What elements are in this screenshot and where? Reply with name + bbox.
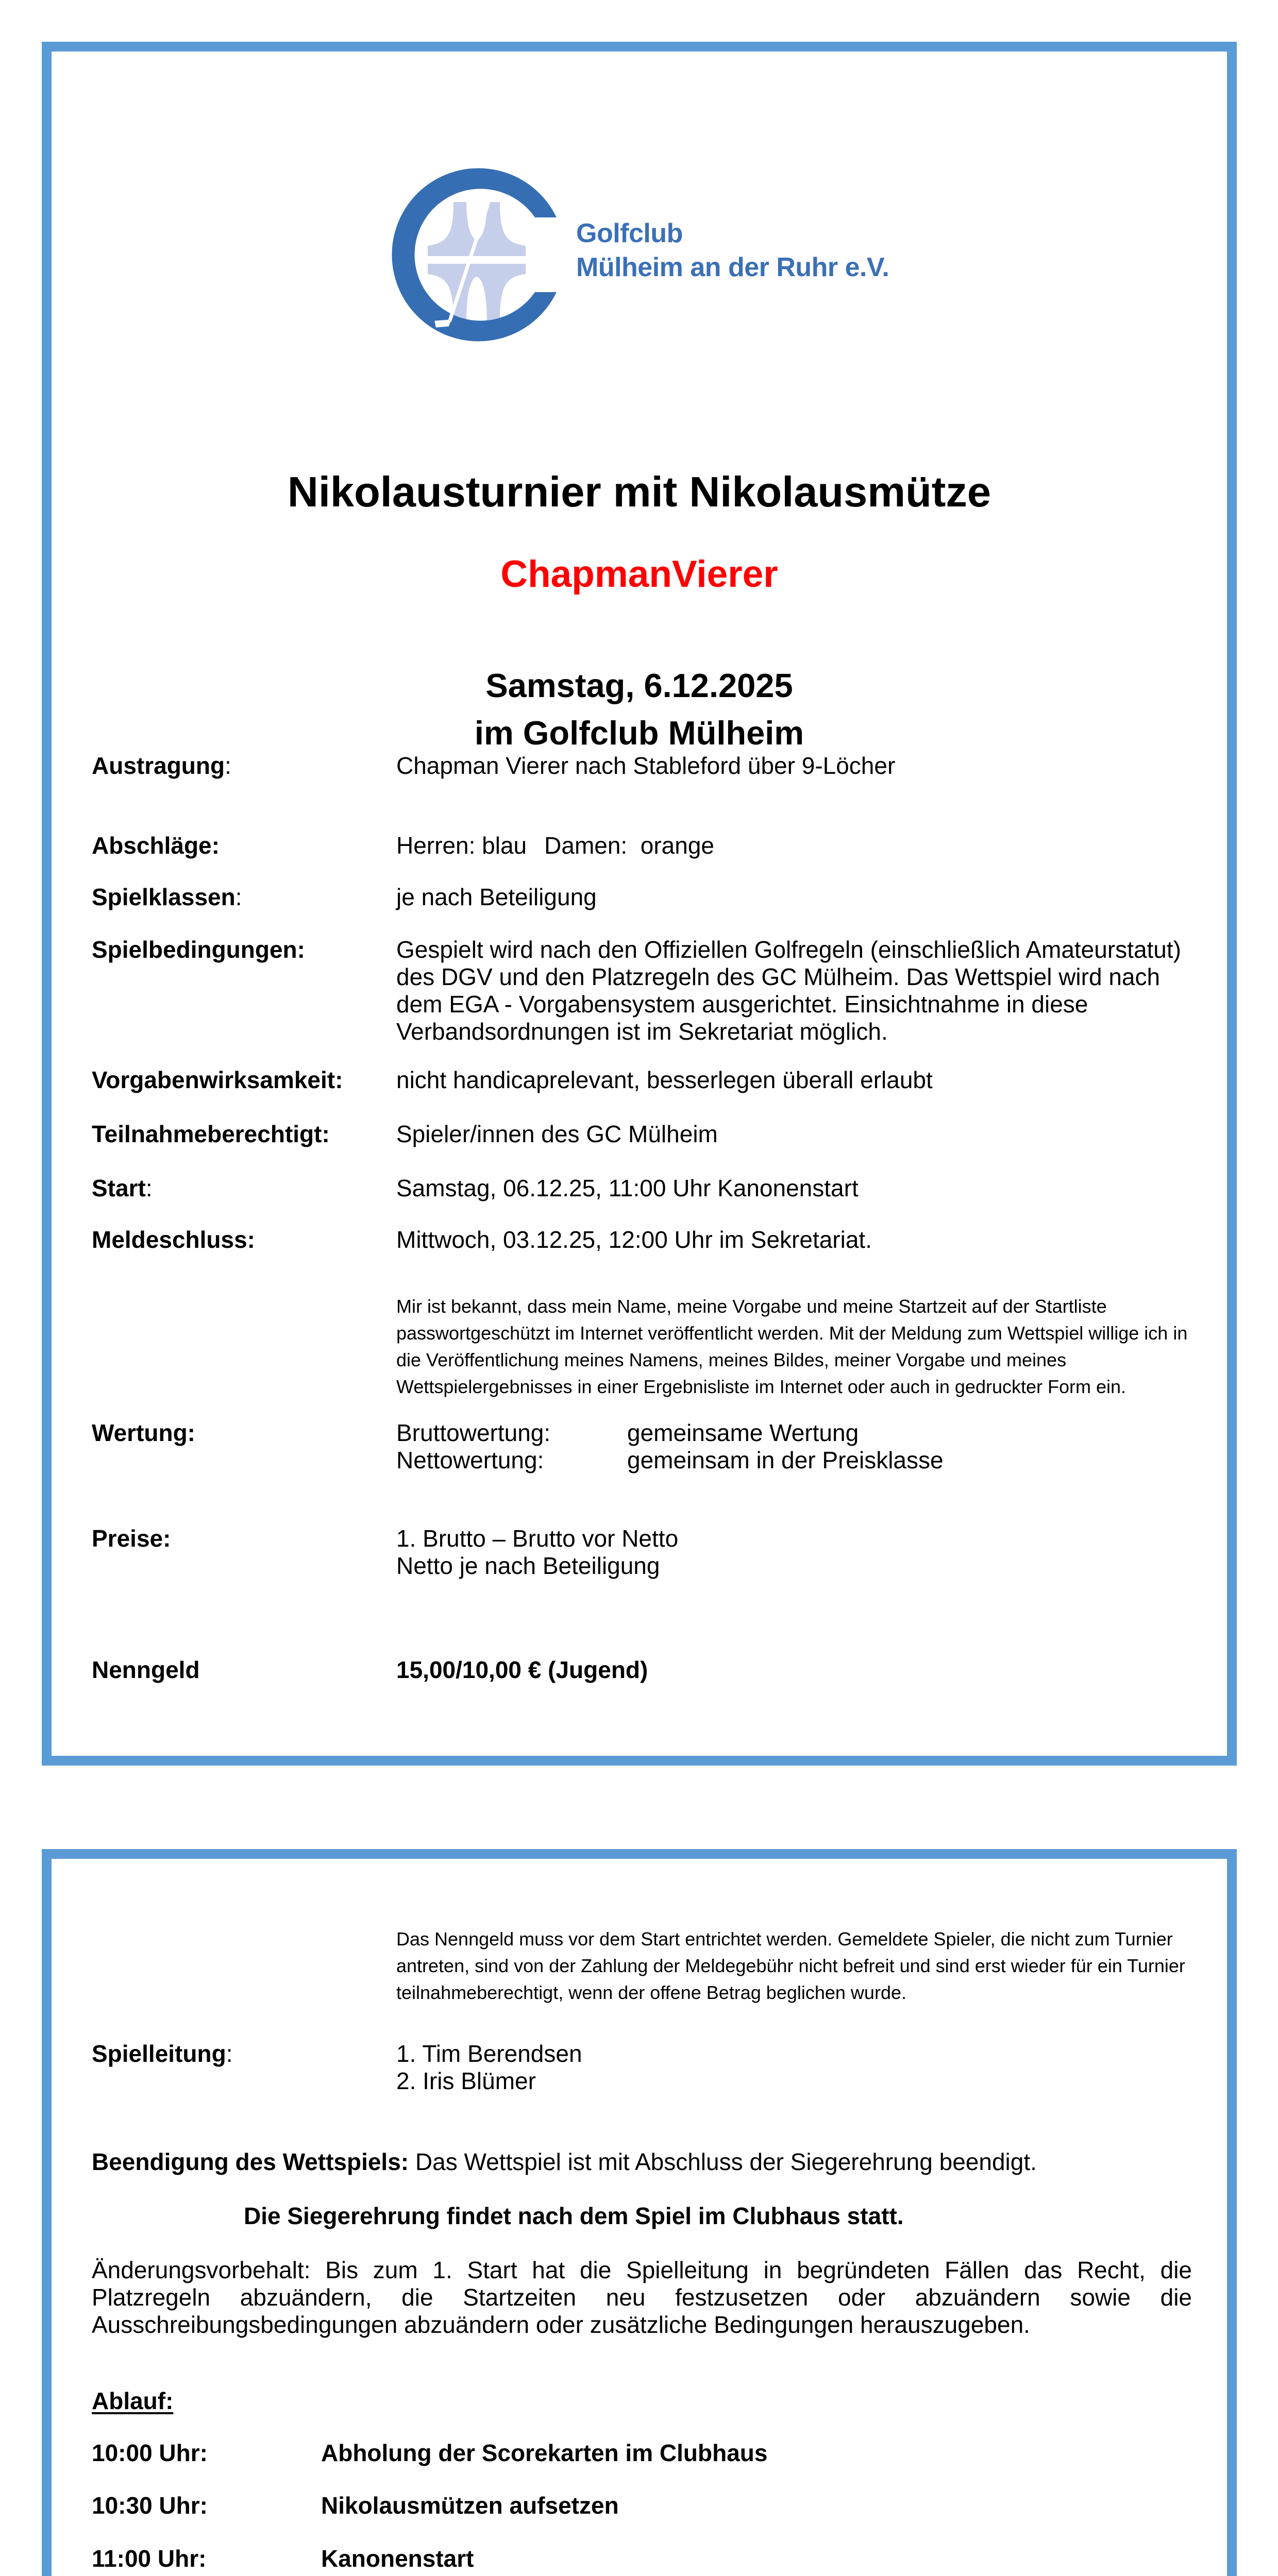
teilnahmeberechtigt-label: Teilnahmeberechtigt: — [92, 1121, 330, 1147]
privacy-disclaimer: Mir ist bekannt, dass mein Name, meine Vorgabe und meine Startzeit auf der Startliste passwortgeschützt im Internet veröffentlicht werden. Mit der Meldung zum Wettspiel willige ich in die Veröffentlichung meines Namens, meines Bildes, meiner Vorgabe und meines Wettspielergebnisses in einer Ergebnisliste im Internet oder auch in gedruckter Form ein. — [396, 1296, 1188, 1397]
spielleitung-name: 2. Iris Blümer — [396, 2067, 536, 2094]
ablauf-time: 11:00 Uhr: — [92, 2545, 207, 2572]
ablauf-activity: Abholung der Scorekarten im Clubhaus — [321, 2439, 768, 2466]
wertung-value: gemeinsam in der Preisklasse — [627, 1447, 944, 1473]
teilnahmeberechtigt-value: Spieler/innen des GC Mülheim — [396, 1121, 718, 1147]
logo-text-line1: Golfclub — [576, 218, 683, 248]
logo-text-line2: Mülheim an der Ruhr e.V. — [576, 252, 889, 282]
austragung-label: Austragung: — [92, 752, 231, 779]
vorgabenwirksamkeit-value: nicht handicaprelevant, besserlegen überall erlaubt — [396, 1066, 933, 1093]
beendigung-paragraph — [92, 2148, 1037, 2176]
nenngeld-label: Nenngeld — [92, 1656, 200, 1683]
abschlaege-value — [396, 832, 714, 859]
wertung-row — [396, 1447, 944, 1474]
golf-club-c-logo-icon — [389, 166, 567, 344]
beendigung-value: Das Wettspiel ist mit Abschluss der Siegerehrung beendigt. — [409, 2148, 1037, 2175]
spielleitung-label: Spielleitung: — [92, 2040, 233, 2067]
abschlaege-herren: Herren: blau — [396, 832, 527, 859]
spielklassen-value: je nach Beteiligung — [396, 884, 597, 910]
spielbedingungen-value: Gespielt wird nach den Offiziellen Golfregeln (einschließlich Amateurstatut) des DGV und den Platzregeln des GC Mülheim. Das Wettspiel wird nach dem EGA - Vorgabensystem ausgerichtet. Einsichtnahme in diese Verbandsordnungen ist im Sekretariat möglich. — [396, 936, 1181, 1045]
meldeschluss-value: Mittwoch, 03.12.25, 12:00 Uhr im Sekretariat. — [396, 1226, 872, 1253]
preise-label: Preise: — [92, 1525, 171, 1552]
wertung-key: Bruttowertung: — [396, 1419, 551, 1446]
abschlaege-damen: Damen: orange — [544, 832, 715, 859]
event-location: im Golfclub Mülheim — [474, 714, 804, 752]
vorgabenwirksamkeit-label: Vorgabenwirksamkeit: — [92, 1066, 343, 1093]
ablauf-activity: Kanonenstart — [321, 2545, 474, 2572]
nenngeld-note: Das Nenngeld muss vor dem Start entrichtet werden. Gemeldete Spieler, die nicht zum Turnier antreten, sind von der Zahlung der Meldegebühr nicht befreit und sind erst wieder für ein Turnier teilnahmeberechtigt, wenn der offene Betrag beglichen wurde. — [396, 1928, 1185, 2003]
wertung-row — [396, 1419, 859, 1447]
siegerehrung-note: Die Siegerehrung findet nach dem Spiel im Clubhaus statt. — [244, 2202, 904, 2229]
ablauf-time: 10:30 Uhr: — [92, 2492, 208, 2519]
ablauf-activity: Nikolausmützen aufsetzen — [321, 2492, 619, 2519]
start-value: Samstag, 06.12.25, 11:00 Uhr Kanonenstart — [396, 1175, 859, 1201]
beendigung-label: Beendigung des Wettspiels: — [92, 2148, 409, 2175]
preise-line: Netto je nach Beteiligung — [396, 1552, 660, 1579]
ablauf-time: 10:00 Uhr: — [92, 2439, 208, 2466]
wertung-key: Nettowertung: — [396, 1447, 544, 1473]
spielleitung-name: 1. Tim Berendsen — [396, 2040, 582, 2067]
meldeschluss-label: Meldeschluss: — [92, 1226, 255, 1253]
spielbedingungen-label: Spielbedingungen: — [92, 936, 305, 963]
abschlaege-label: Abschläge: — [92, 832, 220, 859]
page-title: Nikolausturnier mit Nikolausmütze — [287, 468, 991, 516]
spielklassen-label: Spielklassen: — [92, 884, 242, 910]
ablauf-heading: Ablauf: — [92, 2387, 174, 2414]
preise-line: 1. Brutto – Brutto vor Netto — [396, 1525, 679, 1552]
event-date: Samstag, 6.12.2025 — [485, 667, 793, 704]
start-label: Start: — [92, 1175, 153, 1201]
wertung-value: gemeinsame Wertung — [627, 1419, 859, 1446]
subtitle: ChapmanVierer — [500, 553, 778, 595]
austragung-value: Chapman Vierer nach Stableford über 9-Löcher — [396, 752, 896, 779]
nenngeld-value: 15,00/10,00 € (Jugend) — [396, 1656, 648, 1683]
aenderungsvorbehalt: Änderungsvorbehalt: Bis zum 1. Start hat die Spielleitung in begründeten Fällen das Recht, die Platzregeln abzuändern, die Startzeiten neu festzusetzen oder abzuändern sowie die Ausschreibungsbedingungen abzuändern oder zusätzliche Bedingungen herauszugeben. — [92, 2257, 1192, 2338]
wertung-label: Wertung: — [92, 1419, 196, 1446]
